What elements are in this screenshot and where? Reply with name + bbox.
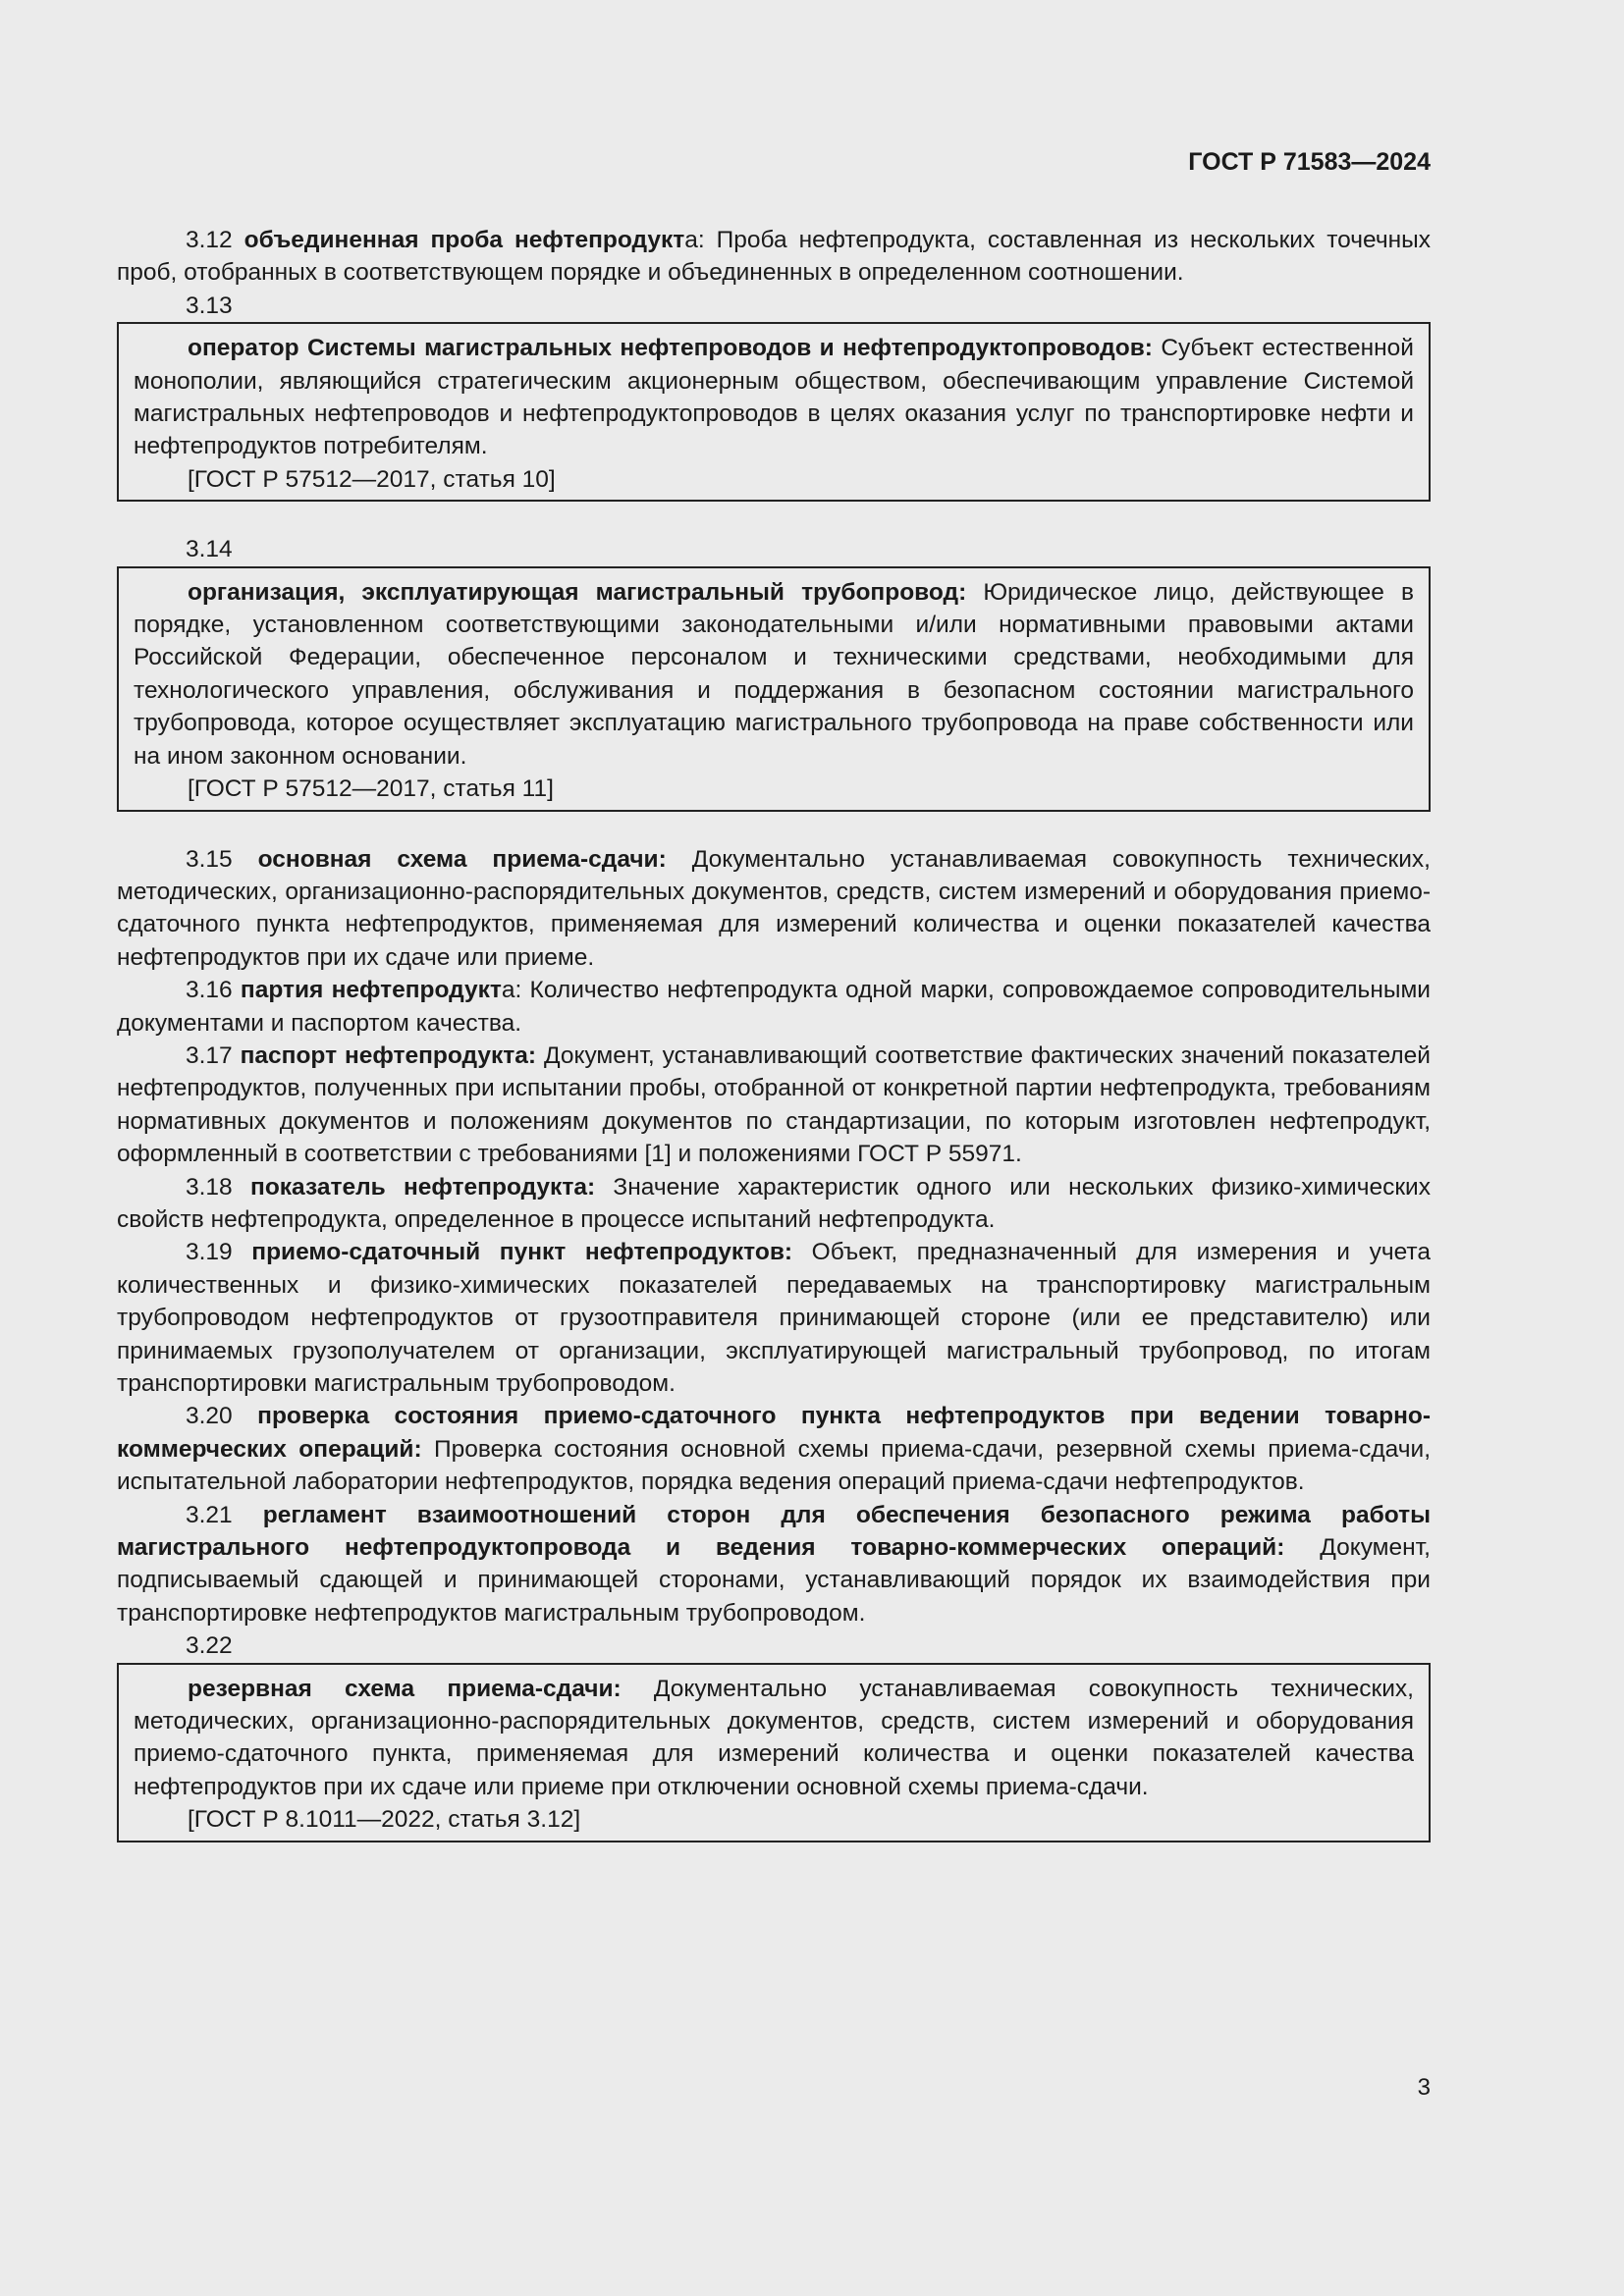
term-definition: Документально устанавливаемая совокупность технических, методических, организационно-распорядительных документов, средств, систем измерений и оборудования приемо-сдаточного пункта, применяемая для измерений количества и оценки показателей качества нефтепродуктов при их сдаче или приеме при отключении основной схемы приема-сдачи. (134, 1675, 1414, 1800)
term-entry-3-12 (117, 224, 1431, 290)
term-entry-3-21 (117, 1499, 1431, 1630)
term-title-suffix: а: (501, 977, 522, 1004)
term-title-suffix: а: (684, 227, 705, 253)
term-entry-3-15 (117, 843, 1431, 975)
page-number: 3 (1417, 2074, 1431, 2101)
term-definition: Проба нефтепродукта, составленная из нескольких точечных проб, отобранных в соответствующем порядке и объединенных в определенном соотношении. (117, 227, 1431, 287)
term-number: 3.17 (186, 1041, 233, 1069)
term-definition: Количество нефтепродукта одной марки, сопровождаемое сопроводительными документами и паспортом качества. (117, 977, 1431, 1037)
term-number: 3.13 (186, 292, 233, 319)
term-entry-3-20 (117, 1400, 1431, 1498)
term-number: 3.19 (186, 1239, 233, 1266)
term-definition: Значение характеристик одного или нескольких физико-химических свойств нефтепродукта, определенное в процессе испытаний нефтепродукта. (117, 1173, 1431, 1233)
term-title: организация, эксплуатирующая магистральный трубопровод: (188, 578, 967, 606)
term-definition: Документально устанавливаемая совокупность технических, методических, организационно-распорядительных документов, средств, систем измерений и оборудования приемо-сдаточного пункта нефтепродуктов, применяемая для измерений количества и оценки показателей качества нефтепродуктов при их сдаче или приеме. (117, 845, 1431, 971)
term-number: 3.22 (186, 1632, 233, 1660)
term-entry-3-19 (117, 1236, 1431, 1400)
term-title: объединенная проба нефтепродукт (244, 227, 685, 253)
term-number: 3.12 (186, 227, 233, 253)
term-entry-3-13 (134, 332, 1414, 463)
term-entry-3-14 (134, 576, 1414, 773)
term-source: [ГОСТ Р 57512—2017, статья 11] (188, 775, 554, 803)
term-definition: Проверка состояния основной схемы приема-сдачи, резервной схемы приема-сдачи, испытательной лаборатории нефтепродуктов, порядка ведения операций приема-сдачи нефтепродуктов. (117, 1435, 1431, 1496)
term-definition: Объект, предназначенный для измерения и учета количественных и физико-химических показателей передаваемых на транспортировку магистральным трубопроводом нефтепродуктов от грузоотправителя принимающей стороне (или ее представителю) или принимаемых грузополучателем от организации, эксплуатирующей магистральный трубопровод, по итогам транспортировки магистральным трубопроводом. (117, 1239, 1431, 1397)
term-number: 3.15 (186, 845, 233, 873)
term-number: 3.18 (186, 1173, 233, 1201)
document-id: ГОСТ Р 71583—2024 (1188, 148, 1431, 176)
term-definition: Документ, подписываемый сдающей и принимающей сторонами, устанавливающий порядок их взаимодействия при транспортировке нефтепродуктов магистральным трубопроводом. (117, 1534, 1431, 1627)
term-number: 3.20 (186, 1403, 233, 1430)
term-entry-3-18 (117, 1171, 1431, 1237)
term-definition: Субъект естественной монополии, являющийся стратегическим акционерным обществом, обеспечивающим управление Системой магистральных нефтепроводов и нефтепродуктопроводов в целях оказания услуг по транспортировке нефти и нефтепродуктов потребителям. (134, 335, 1414, 460)
term-number: 3.21 (186, 1501, 233, 1528)
term-entry-3-22 (134, 1673, 1414, 1804)
term-definition: Юридическое лицо, действующее в порядке, установленном соответствующими законодательными и/или нормативными правовыми актами Российской Федерации, обеспеченное персоналом и техническими средствами, необходимыми для технологического управления, обслуживания и поддержания в безопасном состоянии магистрального трубопровода, которое осуществляет эксплуатацию магистрального трубопровода на праве собственности или на ином законном основании. (134, 578, 1414, 770)
term-number: 3.14 (186, 536, 233, 563)
term-title: основная схема приема-сдачи: (257, 845, 667, 873)
term-entry-3-22-box (117, 1663, 1431, 1842)
term-title: паспорт нефтепродукта: (240, 1041, 537, 1069)
term-entry-3-17 (117, 1040, 1431, 1171)
term-number: 3.16 (186, 977, 233, 1004)
term-entry-3-16 (117, 974, 1431, 1040)
term-title: оператор Системы магистральных нефтепроводов и нефтепродуктопроводов: (188, 335, 1153, 362)
document-body (117, 224, 1431, 1842)
term-title: регламент взаимоотношений сторон для обеспечения безопасного режима работы магистрального нефтепродуктопровода и ведения товарно-коммерческих операций: (117, 1501, 1431, 1562)
term-title: резервная схема приема-сдачи: (188, 1675, 622, 1702)
term-title: показатель нефтепродукта: (250, 1173, 596, 1201)
term-title: приемо-сдаточный пункт нефтепродуктов: (251, 1239, 793, 1266)
term-source: [ГОСТ Р 57512—2017, статья 10] (188, 465, 556, 493)
term-source: [ГОСТ Р 8.1011—2022, статья 3.12] (188, 1806, 581, 1834)
term-title: партия нефтепродукт (240, 977, 502, 1004)
term-entry-3-13-box (117, 322, 1431, 502)
term-title: проверка состояния приемо-сдаточного пункта нефтепродуктов при ведении товарно-коммерческих операций: (117, 1403, 1432, 1463)
term-entry-3-14-box (117, 566, 1431, 812)
term-definition: Документ, устанавливающий соответствие фактических значений показателей нефтепродуктов, полученных при испытании пробы, отобранной от конкретной партии нефтепродукта, требованиям нормативных документов и положениям документов по стандартизации, по которым изготовлен нефтепродукт, оформленный в соответствии с требованиями [1] и положениями ГОСТ Р 55971. (117, 1041, 1431, 1168)
